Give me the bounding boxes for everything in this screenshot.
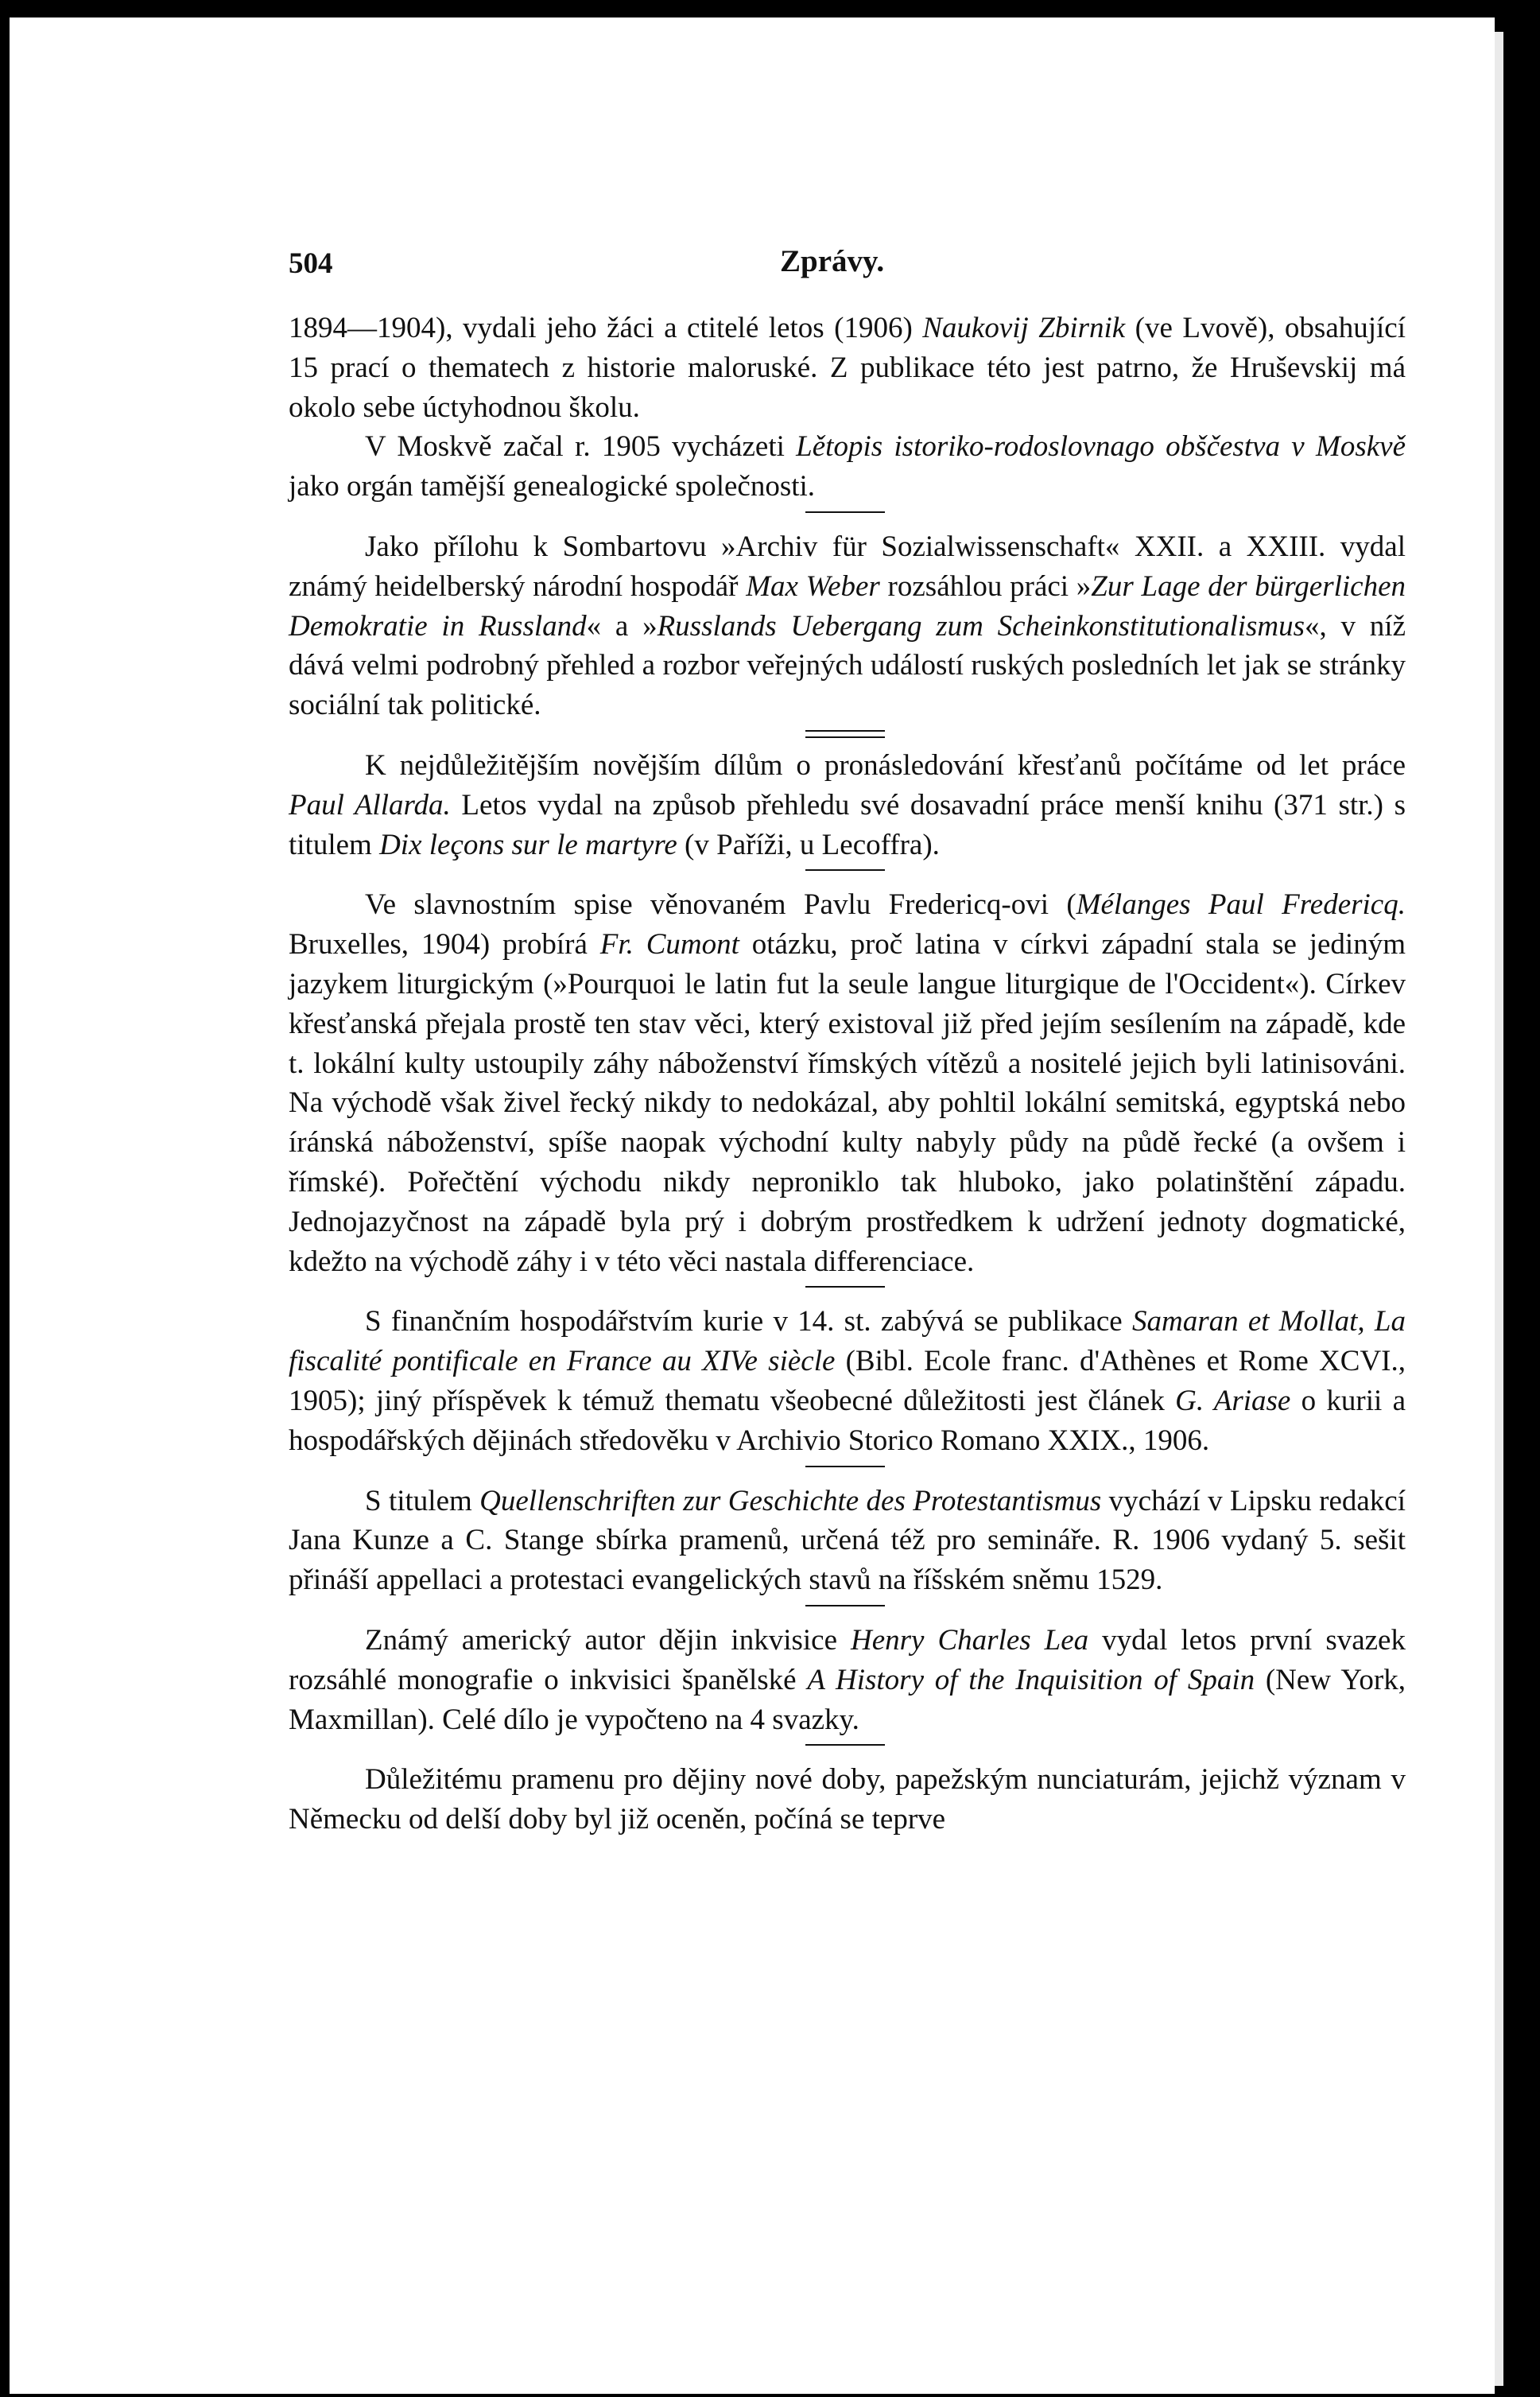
- separator: [289, 1739, 1406, 1760]
- italic-title: Zur Lage der bürgerlichen Demokratie in Russland: [289, 569, 1406, 643]
- italic-title: Russlands Uebergang zum Scheinkonstitutionalismus: [657, 609, 1305, 643]
- text-run: vychází v Lipsku redakcí Jana Kunze a C. Stange sbírka pramenů, určená též pro semináře. R. 1906 vydaný 5. sešit přináší appellaci a protestaci evangelických stavů na říšském sněmu 1529.: [289, 1484, 1406, 1597]
- running-title: Zprávy.: [780, 244, 885, 278]
- separator: [289, 1600, 1406, 1621]
- italic-title: Dix leçons sur le martyre: [379, 828, 677, 861]
- paragraph: [289, 427, 1406, 507]
- text-run: Letos vydal na způsob přehledu své dosavadní práce menší knihu (371 str.) s titulem: [289, 788, 1406, 861]
- text-run: « a »: [586, 609, 658, 643]
- separator: [289, 507, 1406, 527]
- italic-title: A History of the Inquisition of Spain: [807, 1663, 1255, 1696]
- paragraph: [289, 885, 1406, 1281]
- text-run: Důležitému pramenu pro dějiny nové doby, papežským nunciaturám, jejichž význam v Německu od delší doby byl již oceněn, počíná se teprve: [289, 1763, 1406, 1836]
- text-run: Známý americký autor dějin inkvisice: [365, 1623, 851, 1657]
- text-run: vydal letos první svazek rozsáhlé monografie o inkvisici španělské: [289, 1623, 1406, 1696]
- page-number: 504: [289, 247, 333, 280]
- paragraph: [289, 1302, 1406, 1460]
- text-run: (v Paříži, u Lecoffra).: [677, 828, 940, 861]
- text-run: V Moskvě začal r. 1905 vycházeti: [365, 430, 797, 464]
- separator: [289, 725, 1406, 746]
- text-run: Ve slavnostním spise věnovaném Pavlu Fredericq-ovi (: [365, 888, 1076, 922]
- text-run: otázku, proč latina v církvi západní stala se jediným jazykem liturgickým (»Pourquoi le latin fut la seule langue liturgique de l'Occident«). Církev křesťanská přejala prostě ten stav věci, který existoval již před jejím sesílením na západě, kde t. lokální kulty ustoupily záhy náboženství římských vítězů a nositelé jejich byli latinisováni. Na východě však živel řecký nikdy to nedokázal, aby pohltil lokální semitská, egyptská nebo íránská náboženství, spíše naopak východní kulty nabyly půdy na půdě řecké (a ovšem i římské). Pořečtění východu nikdy neproniklo tak hluboko, jako polatinštění západu. Jednojazyčnost na západě byla prý i dobrým prostředkem k udržení jednoty dogmatické, kdežto na východě záhy i v této věci nastala differenciace.: [289, 928, 1406, 1278]
- text-run: jako orgán tamější genealogické společnosti.: [289, 470, 816, 503]
- text-run: (New York, Maxmillan). Celé dílo je vypočteno na 4 svazky.: [289, 1663, 1406, 1736]
- text-run: Jako přílohu k Sombartovu »Archiv für Sozialwissenschaft« XXII. a XXIII. vydal známý heidelberský národní hospodář: [289, 530, 1406, 603]
- italic-title: Max Weber: [746, 569, 880, 603]
- italic-title: Naukovij Zbirnik: [922, 312, 1126, 344]
- text-run: Bruxelles, 1904) probírá: [289, 928, 600, 962]
- page-header: [289, 239, 1402, 286]
- text-run: (Bibl. Ecole franc. d'Athènes et Rome XCVI., 1905); jiný příspěvek k témuž thematu všeobecné důležitosti jest článek: [289, 1345, 1406, 1417]
- text-run: o kurii a hospodářských dějinách středověku v Archivio Storico Romano XXIX., 1906.: [289, 1384, 1406, 1457]
- italic-title: Lětopis istoriko-rodoslovnago obščestva v Moskvě: [796, 430, 1406, 464]
- paragraph: [289, 1760, 1406, 1840]
- paragraph: [289, 527, 1406, 725]
- italic-title: Samaran et Mollat, La fiscalité pontificale en France au XIVe siècle: [289, 1305, 1406, 1378]
- paragraph: [289, 746, 1406, 864]
- separator: [289, 864, 1406, 885]
- italic-title: Paul Allarda.: [289, 788, 451, 822]
- separator: [289, 1281, 1406, 1302]
- scan-border: [1503, 0, 1540, 2397]
- text-run: 1894—1904), vydali jeho žáci a ctitelé letos (1906): [289, 312, 923, 344]
- text-run: K nejdůležitějším novějším dílům o pronásledování křesťanů počítáme od let práce: [365, 748, 1406, 782]
- italic-title: Fr. Cumont: [599, 928, 739, 962]
- text-run: rozsáhlou práci »: [879, 569, 1092, 603]
- paragraph: [289, 1482, 1406, 1600]
- italic-title: G. Ariase: [1175, 1384, 1291, 1417]
- paragraph: [289, 309, 1406, 427]
- text-run: S finančním hospodářstvím kurie v 14. st. zabývá se publikace: [365, 1305, 1132, 1338]
- text-run: «, v níž dává velmi podrobný přehled a rozbor veřejných událostí ruských posledních let jak se stránky sociální tak politické.: [289, 609, 1406, 722]
- text-run: S titulem: [365, 1484, 480, 1517]
- italic-title: Quellenschriften zur Geschichte des Protestantismus: [479, 1484, 1102, 1517]
- text-run: (ve Lvově), obsahující 15 prací o thematech z historie maloruské. Z publikace této jest patrno, že Hruševskij má okolo sebe úctyhodnou školu.: [289, 312, 1406, 424]
- body-text: [289, 309, 1406, 1840]
- italic-title: Mélanges Paul Fredericq.: [1076, 888, 1406, 922]
- italic-title: Henry Charles Lea: [851, 1623, 1089, 1657]
- paragraph: [289, 1621, 1406, 1739]
- separator: [289, 1461, 1406, 1482]
